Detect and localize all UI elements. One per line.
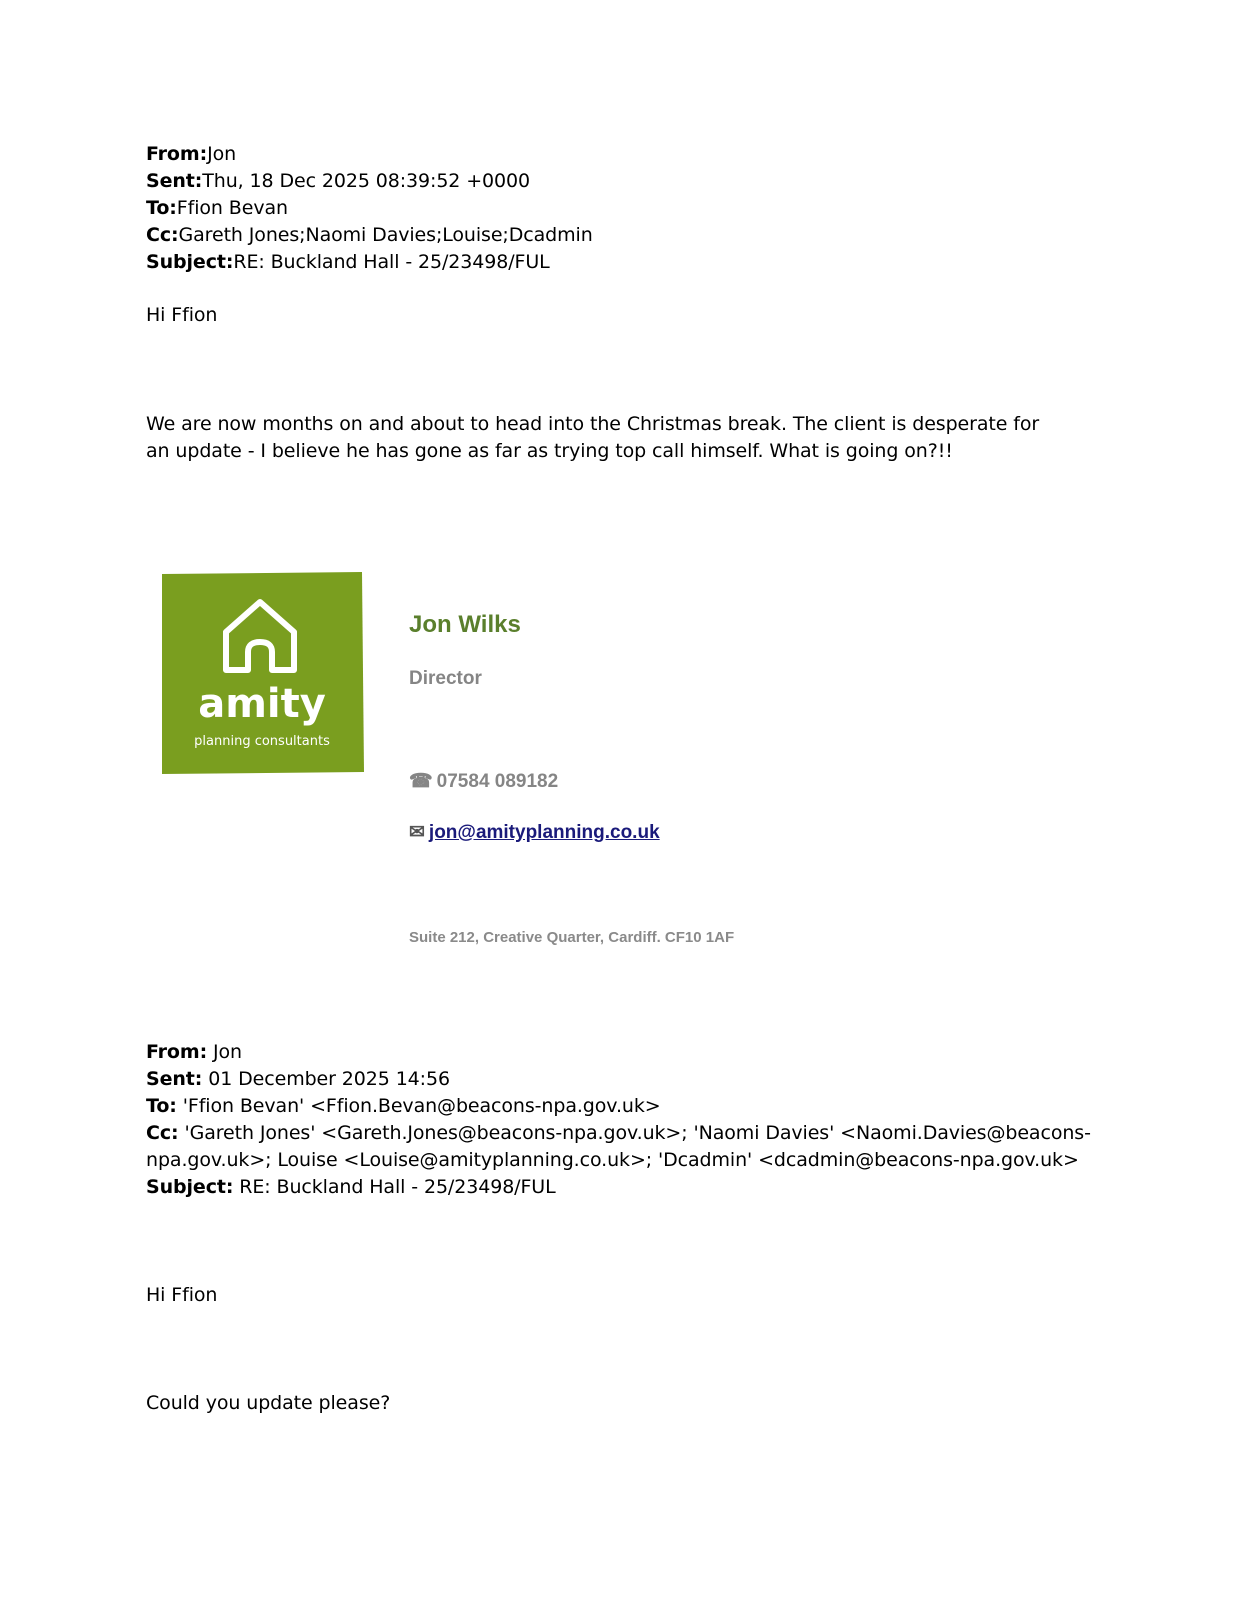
cc-label: Cc: — [146, 1122, 179, 1144]
from-value: Jon — [207, 1041, 243, 1063]
phone-icon: ☎ — [409, 771, 433, 792]
email-greeting-1: Hi Ffion — [146, 304, 218, 326]
cc-value: Gareth Jones;Naomi Davies;Louise;Dcadmin — [178, 224, 593, 246]
sent-label: Sent: — [146, 1068, 203, 1090]
logo-tagline: planning consultants — [194, 734, 330, 749]
email-body-1: We are now months on and about to head into the Christmas break. The client is desperate for an update - I believe he has gone as far as trying top call himself. What is going on?!! — [146, 413, 1040, 462]
from-label: From: — [146, 1041, 208, 1063]
from-label: From: — [146, 143, 208, 165]
from-line — [146, 1039, 1091, 1066]
signature-phone — [409, 770, 558, 793]
from-value: Jon — [207, 143, 237, 165]
subject-line — [146, 1174, 1091, 1201]
subject-label: Subject: — [146, 251, 234, 273]
email-header-2 — [146, 1039, 1091, 1201]
signature-title: Director — [409, 668, 482, 689]
to-value: 'Ffion Bevan' <Ffion.Bevan@beacons-npa.gov.uk> — [176, 1095, 661, 1117]
to-label: To: — [146, 1095, 177, 1117]
from-line — [146, 141, 593, 168]
sent-line — [146, 168, 593, 195]
cc-value-line1: 'Gareth Jones' <Gareth.Jones@beacons-npa.gov.uk>; 'Naomi Davies' <Naomi.Davies@beacons- — [178, 1122, 1091, 1144]
subject-value: RE: Buckland Hall - 25/23498/FUL — [233, 251, 550, 273]
logo-wordmark: amity — [198, 681, 326, 727]
sent-value: Thu, 18 Dec 2025 08:39:52 +0000 — [202, 170, 531, 192]
to-value: Ffion Bevan — [176, 197, 288, 219]
subject-label: Subject: — [146, 1176, 234, 1198]
signature-address: Suite 212, Creative Quarter, Cardiff. CF10 1AF — [409, 929, 735, 946]
cc-label: Cc: — [146, 224, 179, 246]
subject-line — [146, 249, 593, 276]
email-header-1 — [146, 141, 593, 276]
cc-line — [146, 222, 593, 249]
cc-line-continued — [146, 1147, 1091, 1174]
sent-line — [146, 1066, 1091, 1093]
signature-email — [409, 821, 660, 844]
subject-value: RE: Buckland Hall - 25/23498/FUL — [233, 1176, 556, 1198]
cc-value-line2: npa.gov.uk>; Louise <Louise@amityplanning.co.uk>; 'Dcadmin' <dcadmin@beacons-npa.gov.uk> — [146, 1149, 1079, 1171]
to-line — [146, 195, 593, 222]
sent-label: Sent: — [146, 170, 203, 192]
sent-value: 01 December 2025 14:56 — [202, 1068, 450, 1090]
email-link[interactable]: jon@amityplanning.co.uk — [428, 822, 660, 843]
email-body-2: Could you update please? — [146, 1392, 391, 1414]
cc-line — [146, 1120, 1091, 1147]
signature-name: Jon Wilks — [409, 611, 521, 638]
amity-logo — [160, 572, 364, 774]
to-label: To: — [146, 197, 177, 219]
to-line — [146, 1093, 1091, 1120]
envelope-icon: ✉ — [409, 822, 425, 843]
email-greeting-2: Hi Ffion — [146, 1284, 218, 1306]
phone-number: 07584 089182 — [436, 771, 559, 792]
